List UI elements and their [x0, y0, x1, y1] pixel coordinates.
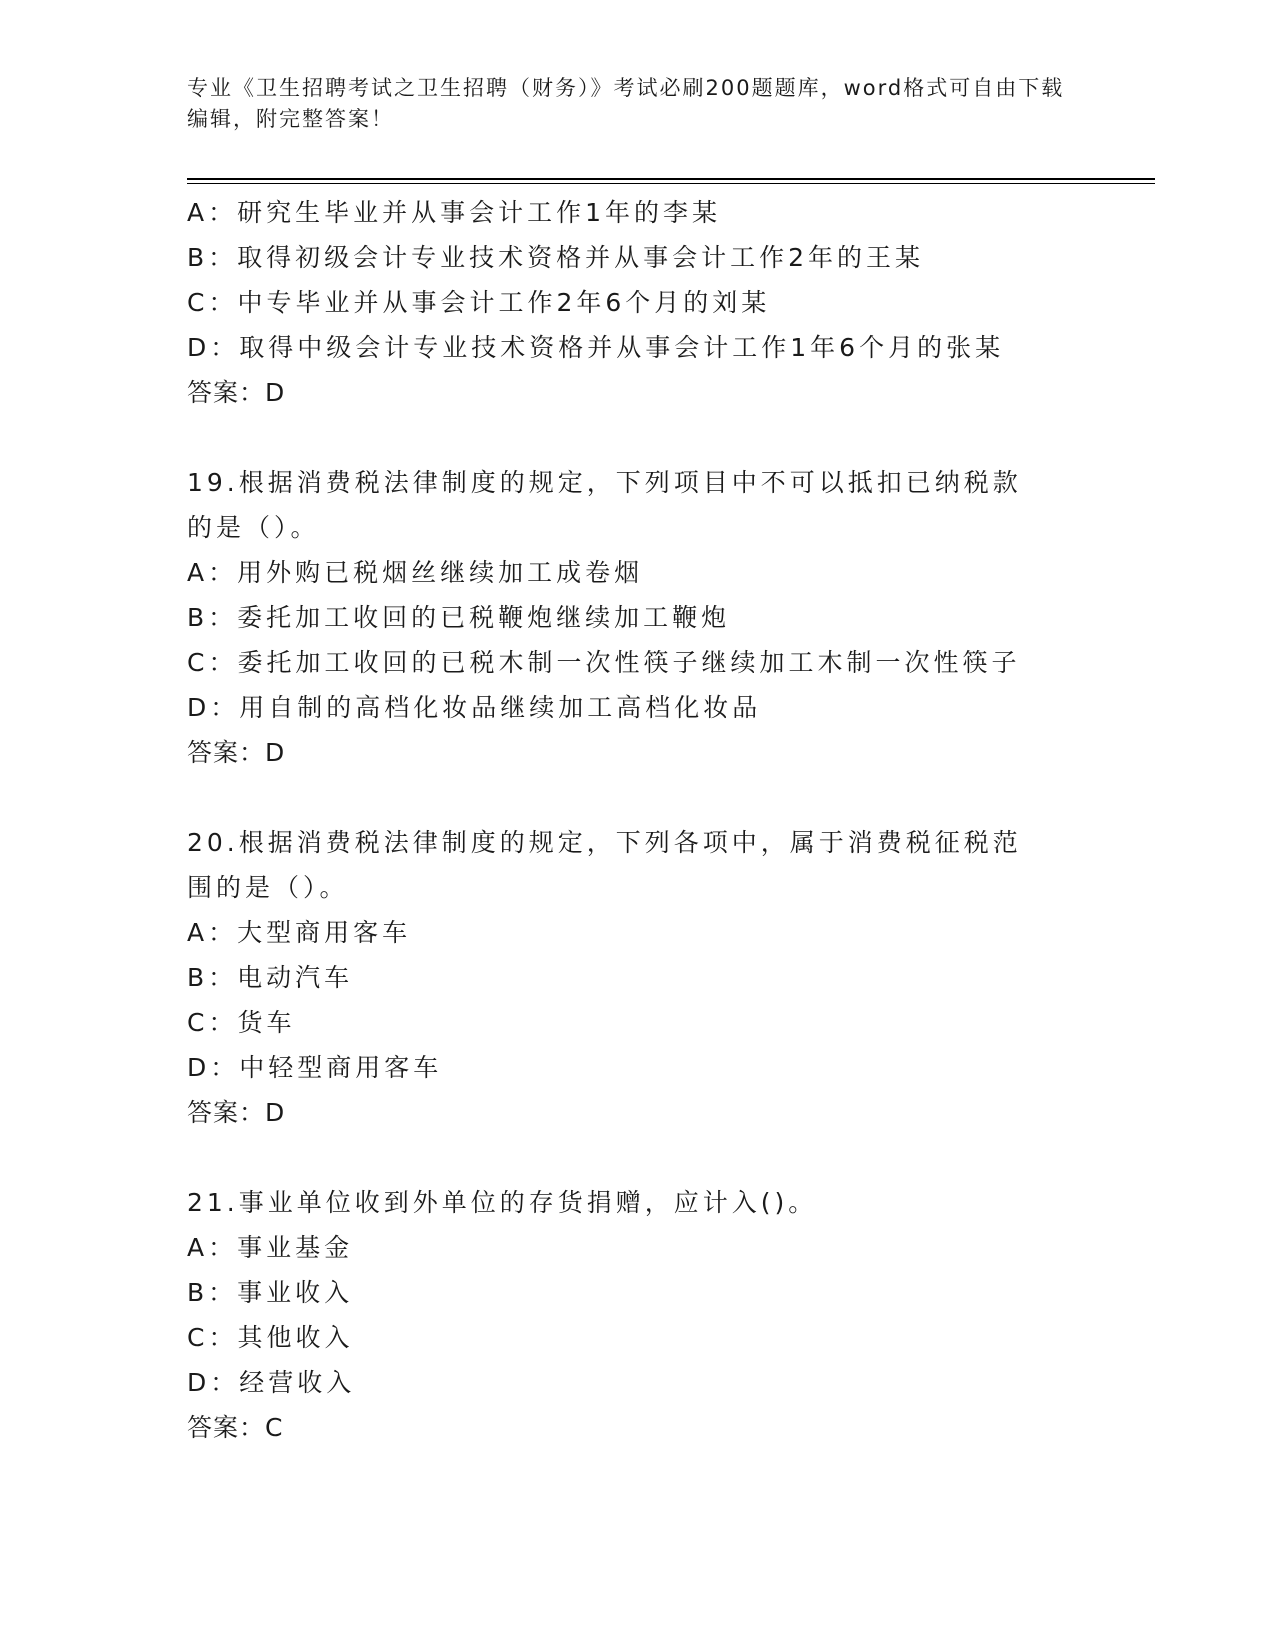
answer-line: 答案：D [187, 1098, 286, 1127]
option-b: B：取得初级会计专业技术资格并从事会计工作2年的王某 [187, 243, 925, 272]
answer-line: 答案：C [187, 1413, 284, 1442]
question-list [187, 190, 1087, 1450]
option-b: B：事业收入 [187, 1278, 354, 1307]
option-a: A：研究生毕业并从事会计工作1年的李某 [187, 198, 722, 227]
option-c: C：委托加工收回的已税木制一次性筷子继续加工木制一次性筷子 [187, 648, 1021, 677]
question-stem: 21.事业单位收到外单位的存货捐赠，应计入()。 [187, 1188, 818, 1217]
option-b: B：电动汽车 [187, 963, 354, 992]
option-c: C：其他收入 [187, 1323, 354, 1352]
option-c: C：中专毕业并从事会计工作2年6个月的刘某 [187, 288, 771, 317]
answer-line: 答案：D [187, 378, 286, 407]
option-a: A：大型商用客车 [187, 918, 412, 947]
option-d: D：经营收入 [187, 1368, 356, 1397]
option-b: B：委托加工收回的已税鞭炮继续加工鞭炮 [187, 603, 731, 632]
answer-line: 答案：D [187, 738, 286, 767]
option-c: C：货车 [187, 1008, 296, 1037]
question-stem: 20.根据消费税法律制度的规定，下列各项中，属于消费税征税范围的是（）。 [187, 828, 1022, 902]
question-block [187, 190, 1087, 415]
header-divider-thick [187, 178, 1155, 180]
question-block [187, 1180, 1087, 1450]
question-block [187, 820, 1087, 1135]
question-stem: 19.根据消费税法律制度的规定，下列项目中不可以抵扣已纳税款的是（）。 [187, 468, 1022, 542]
question-block [187, 460, 1087, 775]
header-divider-thin [187, 183, 1155, 184]
option-d: D：中轻型商用客车 [187, 1053, 443, 1082]
option-a: A：用外购已税烟丝继续加工成卷烟 [187, 558, 644, 587]
document-header-title: 专业《卫生招聘考试之卫生招聘（财务）》考试必刷200题题库，word格式可自由下载编辑，附完整答案！ [187, 76, 1065, 131]
option-a: A：事业基金 [187, 1233, 354, 1262]
option-d: D：用自制的高档化妆品继续加工高档化妆品 [187, 693, 762, 722]
option-d: D：取得中级会计专业技术资格并从事会计工作1年6个月的张某 [187, 333, 1005, 362]
